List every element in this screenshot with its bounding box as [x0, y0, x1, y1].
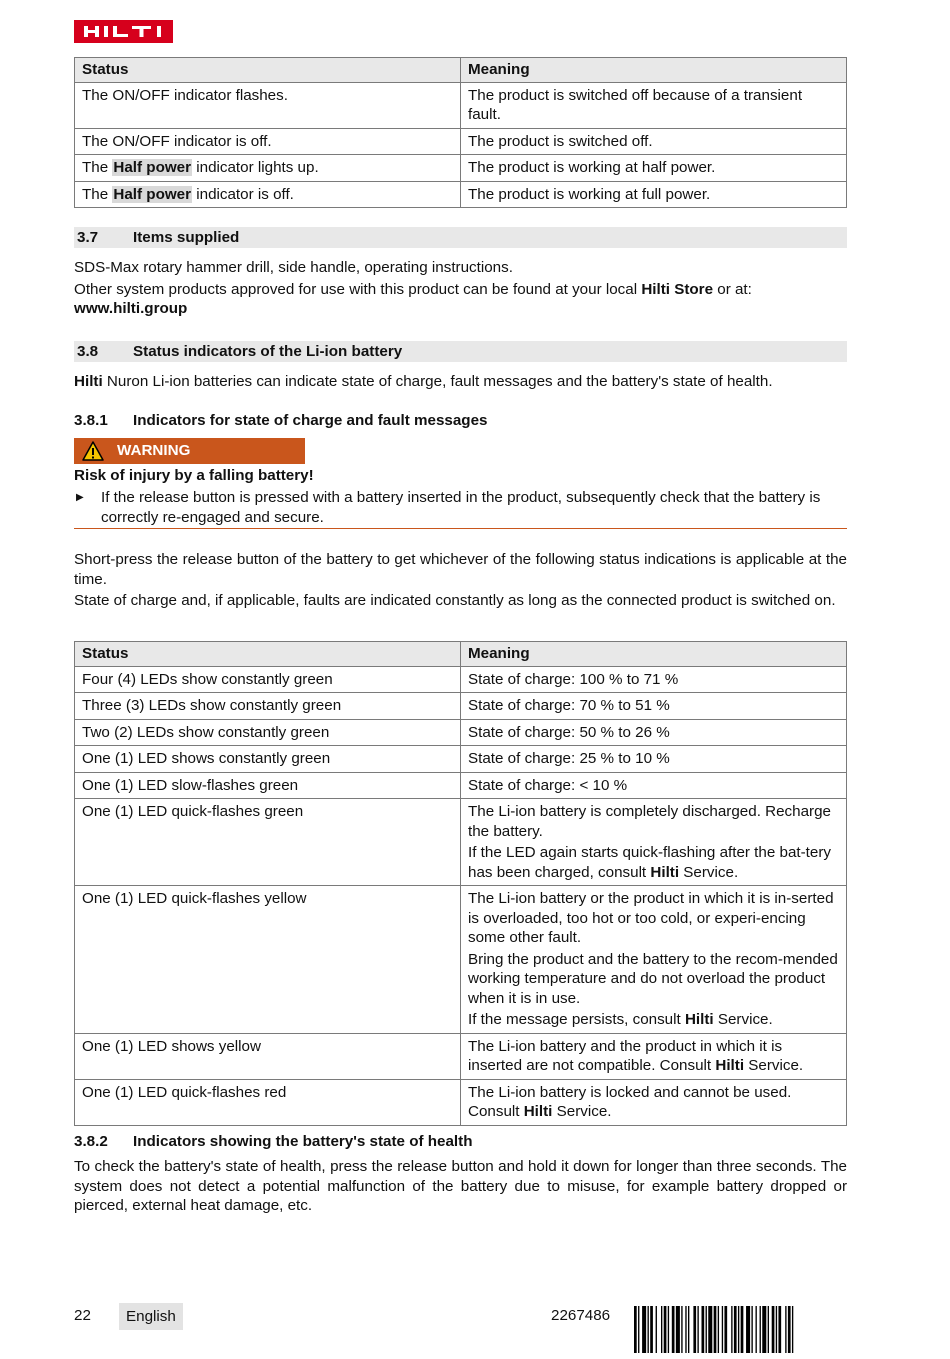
- barcode-bar: [688, 1306, 689, 1353]
- meaning-cell: The product is working at full power.: [461, 181, 847, 208]
- barcode-bar: [650, 1306, 653, 1353]
- barcode-bar: [788, 1306, 791, 1353]
- status-cell: One (1) LED quick-flashes yellow: [75, 886, 461, 1034]
- barcode-bar: [634, 1306, 637, 1353]
- section-title: Indicators for state of charge and fault messages: [133, 412, 488, 429]
- barcode-bar: [760, 1306, 761, 1353]
- barcode-bar: [768, 1306, 769, 1353]
- meaning-cell: The Li-ion battery or the product in which it is in-serted is overloaded, too hot or too cold, or experi-encing some other fault. Bring the product and the battery to the recom-mended working temperature and do not overload the product when it is in use. If the message persists, consult Hilti Service.: [461, 886, 847, 1034]
- status-cell: The ON/OFF indicator is off.: [75, 128, 461, 155]
- barcode-bar: [708, 1306, 712, 1353]
- warning-banner: [74, 438, 305, 464]
- status-cell: One (1) LED quick-flashes green: [75, 799, 461, 886]
- warning-divider: [74, 528, 847, 529]
- hilti-store-label: Hilti Store: [641, 280, 714, 298]
- hilti-brand-text: Hilti: [715, 1057, 745, 1074]
- barcode-bar: [656, 1306, 657, 1353]
- warning-label: WARNING: [117, 442, 191, 459]
- barcode-bar: [741, 1306, 744, 1353]
- warning-triangle-icon: [82, 441, 104, 461]
- section-number: 3.7: [77, 229, 99, 246]
- barcode-bar: [714, 1306, 717, 1353]
- document-number: 2267486: [551, 1307, 611, 1324]
- hilti-brand-text: Hilti: [684, 1011, 714, 1028]
- column-header-status: Status: [75, 58, 461, 83]
- barcode-bar: [685, 1306, 686, 1353]
- table-row: [75, 719, 847, 746]
- section-3-7-body: [74, 258, 847, 319]
- indicator-table: [74, 57, 847, 208]
- barcode-bar: [638, 1306, 639, 1353]
- barcode-bar: [697, 1306, 698, 1353]
- meaning-cell: The Li-ion battery is locked and cannot be used. Consult Hilti Service.: [461, 1079, 847, 1125]
- barcode-bar: [676, 1306, 680, 1353]
- language-badge: English: [119, 1303, 183, 1330]
- warning-bullet-text: If the release button is pressed with a battery inserted in the product, subsequently check that the battery is correctly re-engaged and secure.: [101, 489, 821, 526]
- barcode-bar: [785, 1306, 786, 1353]
- status-cell: Two (2) LEDs show constantly green: [75, 719, 461, 746]
- status-cell: One (1) LED slow-flashes green: [75, 772, 461, 799]
- barcode-bar: [778, 1306, 781, 1353]
- barcode-bar: [762, 1306, 766, 1353]
- barcode-bar: [751, 1306, 752, 1353]
- status-cell: One (1) LED quick-flashes red: [75, 1079, 461, 1125]
- meaning-cell: State of charge: 25 % to 10 %: [461, 746, 847, 773]
- hilti-brand-text: Hilti: [74, 373, 103, 390]
- page-number: 22: [74, 1307, 91, 1324]
- barcode-bar: [693, 1306, 696, 1353]
- status-cell: The ON/OFF indicator flashes.: [75, 82, 461, 128]
- half-power-label: Half power: [113, 185, 192, 203]
- section-3-7-heading: [74, 227, 847, 248]
- barcode-bar: [776, 1306, 777, 1353]
- status-cell: Four (4) LEDs show constantly green: [75, 666, 461, 693]
- barcode-bar: [734, 1306, 737, 1353]
- barcode-bar: [792, 1306, 793, 1353]
- table-header-row: [75, 642, 847, 667]
- short-press-text: Short-press the release button of the battery to get whichever of the following status indications is applicable at the time.: [74, 551, 847, 588]
- section-number: 3.8.1: [74, 412, 108, 429]
- website-link[interactable]: www.hilti.group: [74, 300, 188, 317]
- table-row: [75, 772, 847, 799]
- status-cell: The Half power indicator lights up.: [75, 155, 461, 182]
- section-number: 3.8.2: [74, 1133, 108, 1150]
- meaning-cell: The Li-ion battery and the product in which it is inserted are not compatible. Consult Hilti Service.: [461, 1033, 847, 1079]
- items-supplied-text: SDS-Max rotary hammer drill, side handle, operating instructions.: [74, 259, 513, 276]
- barcode-bar: [672, 1306, 675, 1353]
- barcode-bar: [731, 1306, 732, 1353]
- barcode-bar: [702, 1306, 705, 1353]
- barcode-bar: [718, 1306, 719, 1353]
- barcode-bar: [722, 1306, 723, 1353]
- table-row: [75, 155, 847, 182]
- system-products-text: Other system products approved for use with this product can be found at your local Hilti Store or at: www.hilti.group: [74, 280, 752, 317]
- state-of-health-text: To check the battery's state of health, press the release button and hold it down for longer than three seconds. The system does not detect a potential malfunction of the battery due to misuse, for example battery dropped or pierced, external heat damage, etc.: [74, 1158, 847, 1214]
- warning-title: Risk of injury by a falling battery!: [74, 467, 314, 484]
- barcode-bar: [738, 1306, 739, 1353]
- table-row: [75, 1079, 847, 1125]
- status-cell: One (1) LED shows constantly green: [75, 746, 461, 773]
- table-header-row: [75, 58, 847, 83]
- hilti-logo: [74, 20, 173, 43]
- meaning-cell: The product is working at half power.: [461, 155, 847, 182]
- barcode-bar: [756, 1306, 757, 1353]
- barcode-bar: [706, 1306, 707, 1353]
- half-power-label: Half power: [113, 159, 192, 176]
- hilti-brand-text: Hilti: [523, 1103, 553, 1120]
- meaning-cell: The Li-ion battery is completely discharged. Recharge the battery. If the LED again starts quick-flashing after the bat-tery has been charged, consult Hilti Service.: [461, 799, 847, 886]
- section-3-8-heading: [74, 341, 847, 362]
- column-header-meaning: Meaning: [461, 642, 847, 667]
- column-header-status: Status: [75, 642, 461, 667]
- meaning-cell: The product is switched off because of a transient fault.: [461, 82, 847, 128]
- barcode-bar: [664, 1306, 667, 1353]
- section-title: Indicators showing the battery's state of health: [133, 1133, 473, 1150]
- barcode-bar: [648, 1306, 649, 1353]
- barcode-bar: [746, 1306, 750, 1353]
- status-cell: Three (3) LEDs show constantly green: [75, 693, 461, 720]
- meaning-cell: State of charge: 100 % to 71 %: [461, 666, 847, 693]
- table-row: [75, 181, 847, 208]
- barcode-bar: [661, 1306, 662, 1353]
- barcode-bar: [772, 1306, 775, 1353]
- barcode: [634, 1306, 847, 1353]
- battery-status-table: [74, 641, 847, 1126]
- barcode-graphic: [634, 1306, 847, 1353]
- bullet-arrow-icon: ▶: [76, 492, 84, 503]
- status-cell: One (1) LED shows yellow: [75, 1033, 461, 1079]
- table-row: [75, 1033, 847, 1079]
- table-row: [75, 128, 847, 155]
- table-row: [75, 693, 847, 720]
- table-row: [75, 886, 847, 1034]
- status-cell: The Half power indicator is off.: [75, 181, 461, 208]
- hilti-logo-mark: [74, 20, 173, 43]
- meaning-cell: The product is switched off.: [461, 128, 847, 155]
- meaning-cell: State of charge: 50 % to 26 %: [461, 719, 847, 746]
- barcode-bar: [681, 1306, 682, 1353]
- meaning-cell: State of charge: 70 % to 51 %: [461, 693, 847, 720]
- table-row: [75, 746, 847, 773]
- barcode-bar: [724, 1306, 727, 1353]
- section-3-8-2-body: [74, 1157, 847, 1216]
- column-header-meaning: Meaning: [461, 58, 847, 83]
- barcode-bar: [642, 1306, 646, 1353]
- section-title: Items supplied: [133, 229, 240, 246]
- table-row: [75, 799, 847, 886]
- section-title: Status indicators of the Li-ion battery: [133, 343, 403, 360]
- meaning-cell: State of charge: < 10 %: [461, 772, 847, 799]
- table-row: [75, 666, 847, 693]
- barcode-bar: [668, 1306, 669, 1353]
- section-3-8-1-body: [74, 550, 847, 613]
- section-3-8-body: Hilti Nuron Li-ion batteries can indicate state of charge, fault messages and the battery's state of health.: [74, 373, 773, 390]
- state-of-charge-text: State of charge and, if applicable, faults are indicated constantly as long as the connected product is switched on.: [74, 592, 836, 609]
- hilti-brand-text: Hilti: [650, 863, 680, 881]
- section-number: 3.8: [77, 343, 99, 360]
- table-row: [75, 82, 847, 128]
